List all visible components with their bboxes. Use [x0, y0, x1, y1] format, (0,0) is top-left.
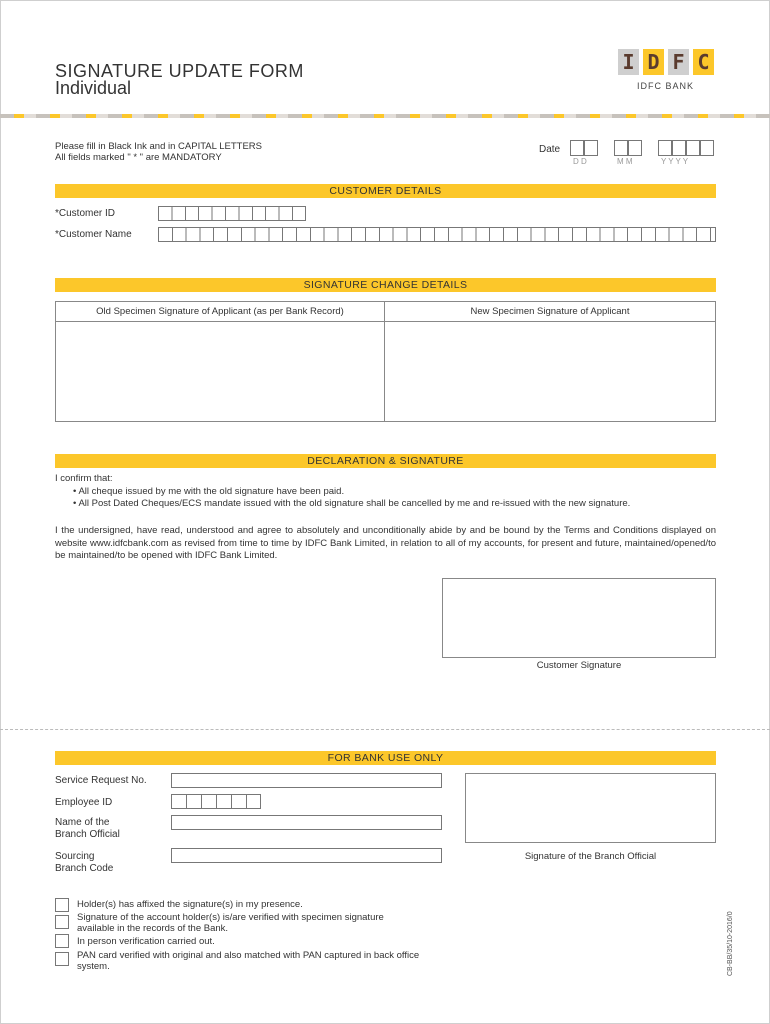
- date-label: Date: [539, 144, 561, 155]
- new-signature-label: New Specimen Signature of Applicant: [385, 302, 715, 322]
- form-code: CB-BB/35/10-2016/0: [727, 911, 734, 976]
- date-day-box-1[interactable]: [570, 140, 584, 156]
- new-signature-box[interactable]: [384, 301, 716, 422]
- cut-line: [0, 729, 770, 730]
- check-signature-affixed[interactable]: [55, 898, 69, 912]
- date-month-hint: M M: [617, 157, 633, 166]
- check-pan-verified[interactable]: [55, 952, 69, 966]
- decorative-stripe: [0, 114, 770, 118]
- date-day-box-2[interactable]: [584, 140, 598, 156]
- customer-name-label: *Customer Name: [55, 229, 132, 240]
- branch-official-input[interactable]: [171, 815, 442, 830]
- idfc-logo: [618, 49, 716, 75]
- branch-official-label-1: Name of the: [55, 817, 110, 828]
- branch-signature-box[interactable]: [465, 773, 716, 843]
- employee-id-input[interactable]: [171, 794, 261, 809]
- customer-id-input[interactable]: [158, 206, 306, 221]
- customer-details-heading: CUSTOMER DETAILS: [55, 184, 716, 198]
- date-year-box-4[interactable]: [700, 140, 714, 156]
- check-in-person[interactable]: [55, 934, 69, 948]
- bank-use-heading: FOR BANK USE ONLY: [55, 751, 716, 765]
- branch-signature-label: Signature of the Branch Official: [524, 851, 657, 862]
- date-year-hint: Y Y Y Y: [661, 157, 689, 166]
- date-year-box-2[interactable]: [672, 140, 686, 156]
- declaration-bullet-1: • All cheque issued by me with the old signature have been paid.: [73, 486, 345, 497]
- form-title: SIGNATURE UPDATE FORM: [55, 61, 304, 81]
- old-signature-box[interactable]: [55, 301, 385, 422]
- declaration-bullet-2: • All Post Dated Cheques/ECS mandate issued with the old signature shall be cancelled by me and re-issued with the new signature.: [73, 498, 631, 509]
- customer-signature-label: Customer Signature: [536, 660, 622, 671]
- date-year-box-1[interactable]: [658, 140, 672, 156]
- check-signature-verified[interactable]: [55, 915, 69, 929]
- check-signature-affixed-label: Holder(s) has affixed the signature(s) in my presence.: [77, 899, 303, 910]
- instruction-line-1: Please fill in Black Ink and in CAPITAL LETTERS: [55, 141, 262, 152]
- date-month-box-1[interactable]: [614, 140, 628, 156]
- logo-letter-f: F: [668, 49, 689, 75]
- sourcing-label-2: Branch Code: [55, 863, 114, 874]
- employee-id-label: Employee ID: [55, 797, 113, 808]
- declaration-heading: DECLARATION & SIGNATURE: [55, 454, 716, 468]
- declaration-paragraph: I the undersigned, have read, understood and agree to absolutely and unconditionally abide by and be bound by the Terms and Conditions displayed on website www.idfcbank.com as revised from time to time by IDFC Bank Limited, in relation to all of my accounts, for present and future, maintained/opened/to be maintained/to be opened with IDFC Bank Limited.: [55, 525, 716, 561]
- declaration-intro: I confirm that:: [55, 473, 113, 484]
- sourcing-label-1: Sourcing: [55, 851, 95, 862]
- customer-id-label: *Customer ID: [55, 208, 116, 219]
- signature-change-heading: SIGNATURE CHANGE DETAILS: [55, 278, 716, 292]
- date-month-box-2[interactable]: [628, 140, 642, 156]
- old-signature-label: Old Specimen Signature of Applicant (as per Bank Record): [56, 302, 384, 322]
- logo-letter-d: D: [643, 49, 664, 75]
- check-pan-verified-label: PAN card verified with original and also matched with PAN captured in back office system.: [77, 950, 420, 972]
- instruction-line-2: All fields marked " * " are MANDATORY: [55, 152, 222, 163]
- logo-letter-c: C: [693, 49, 714, 75]
- service-request-label: Service Request No.: [55, 775, 147, 786]
- sourcing-branch-input[interactable]: [171, 848, 442, 863]
- customer-signature-box[interactable]: [442, 578, 716, 658]
- form-subtitle: Individual: [55, 78, 132, 98]
- logo-letter-i: I: [618, 49, 639, 75]
- service-request-input[interactable]: [171, 773, 442, 788]
- branch-official-label-2: Branch Official: [55, 829, 120, 840]
- date-day-hint: D D: [573, 157, 587, 166]
- bank-name: IDFC BANK: [637, 81, 695, 91]
- check-in-person-label: In person verification carried out.: [77, 936, 215, 947]
- customer-name-input[interactable]: [158, 227, 716, 242]
- check-signature-verified-label: Signature of the account holder(s) is/are verified with specimen signature available in the records of the Bank.: [77, 912, 384, 934]
- date-year-box-3[interactable]: [686, 140, 700, 156]
